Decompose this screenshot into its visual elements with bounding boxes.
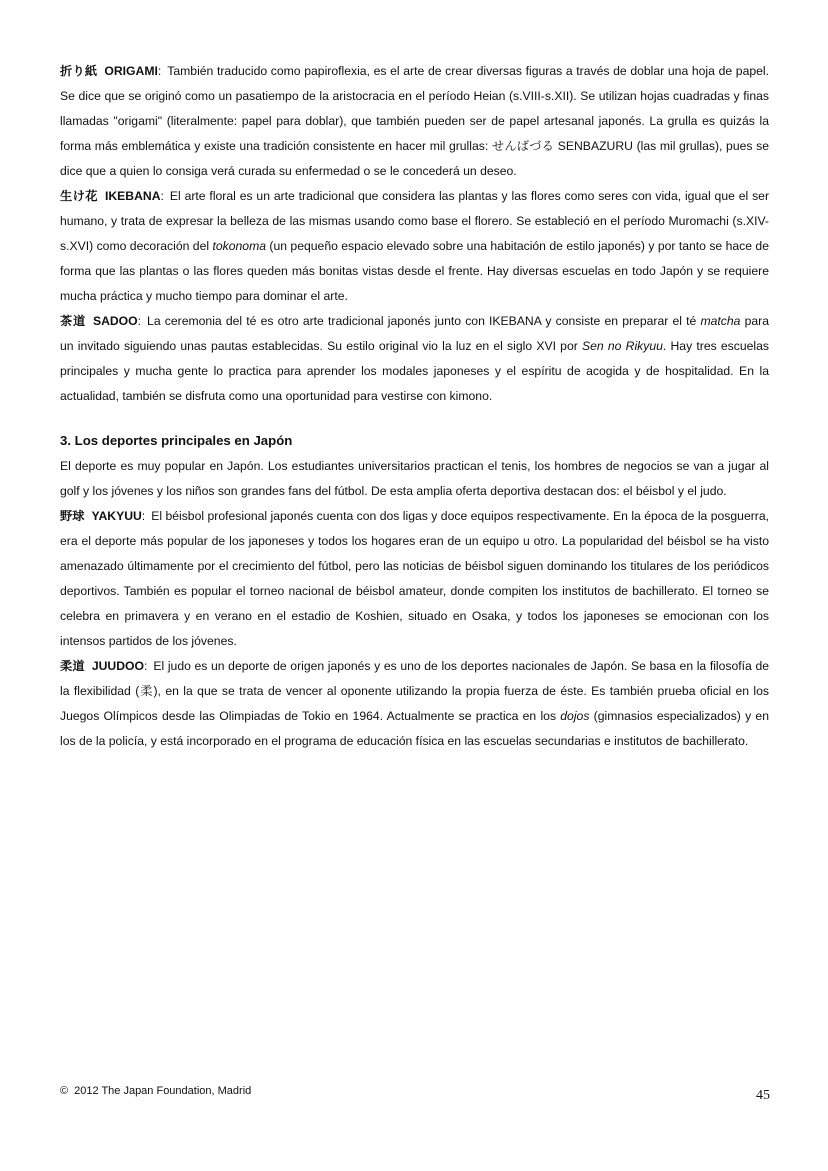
italic-term: dojos xyxy=(560,709,590,723)
copyright-icon: © xyxy=(60,1085,69,1097)
italic-term: Sen no Rikyuu xyxy=(582,339,663,353)
italic-term: tokonoma xyxy=(212,239,267,253)
page-number: 45 xyxy=(756,1088,770,1103)
paragraph-ikebana xyxy=(60,184,769,309)
term-title: YAKYUU xyxy=(91,509,142,523)
term-title: ORIGAMI xyxy=(104,64,158,78)
section-heading: 3. Los deportes principales en Japón xyxy=(60,433,293,448)
paragraph-text: El béisbol profesional japonés cuenta con dos ligas y doce equipos respectivamente. En la época de la posguerra, era el deporte más popular de los japoneses y todos los hogares eran de un equipo u otro. La popularidad del béisbol se ha visto amenazado últimamente por el crecimiento del fútbol, pero las noticias de béisbol siguen dominando los titulares de los periódicos deportivos. También es popular el torneo nacional de béisbol amateur, donde compiten los institutos de bachillerato. El torneo se celebra en primavera y en verano en el estadio de Koshien, situado en Osaka, y todos los japoneses se emocionan con los intensos partidos de los jóvenes. xyxy=(60,509,770,648)
copyright-text: 2012 The Japan Foundation, Madrid xyxy=(74,1085,252,1097)
paragraph-sadoo xyxy=(60,309,769,409)
paragraph-text: El arte floral es un arte tradicional que considera las plantas y las flores como seres con vida, igual que el ser humano, y trata de expresar la belleza de las mismas usando como base el florero. Se estableció en el período Muromachi (s.XIV-s.XVI) como decoración del xyxy=(60,189,770,253)
paragraph-text: (un pequeño espacio elevado sobre una habitación de estilo japonés) y por tanto se hace de forma que las plantas o las flores queden más bonitas vistas desde el frente. Hay diversas escuelas en todo Japón y se requiere mucha práctica y mucho tiempo para dominar el arte. xyxy=(60,239,769,303)
paragraph-text: También traducido como papiroflexia, es el arte de crear diversas figuras a través de doblar una hoja de papel. Se dice que se originó como un pasatiempo de la aristocracia en el período Heian (s.VIII-s.XII). Se utilizan hojas cuadradas y finas llamadas "origami" (literalmente: papel para doblar), que también pueden ser de papel artesanal japonés. La grulla es quizás la forma más emblemática y existe una tradición consistente en hacer mil grullas: せんばづる SENBAZURU (las mil grullas), pues se dice que a quien lo consiga verá curada su enfermedad o se le concederá un deseo. xyxy=(60,64,769,178)
paragraph-text: El judo es un deporte de origen japonés y es uno de los deportes nacionales de Japón. Se basa en la filosofía de la flexibilidad (柔), en la que se trata de vencer al oponente utilizando la propia fuerza de éste. Es también prueba oficial en los Juegos Olímpicos desde las Olimpiadas de Tokio en 1964. Actualmente se practica en los xyxy=(60,659,770,723)
term-separator: : xyxy=(141,509,146,523)
term-title: JUUDOO xyxy=(91,659,144,673)
footer-copyright xyxy=(60,1085,251,1097)
term-separator: : xyxy=(137,314,142,328)
term-kanji: 野球 xyxy=(60,509,85,523)
italic-term: matcha xyxy=(700,314,741,328)
paragraph-juudoo xyxy=(60,654,769,754)
term-separator: : xyxy=(160,189,164,203)
term-kanji: 生け花 xyxy=(60,189,98,203)
paragraph-text: La ceremonia del té es otro arte tradicional japonés junto con IKEBANA y consiste en preparar el té xyxy=(147,314,701,328)
term-kanji: 柔道 xyxy=(60,659,85,673)
term-title: IKEBANA xyxy=(104,189,161,203)
paragraph-origami xyxy=(60,59,769,184)
paragraph-text: para un invitado siguiendo unas pautas establecidas. Su estilo original vio la luz en el siglo XVI por xyxy=(60,314,770,353)
paragraph-text: . Hay tres escuelas principales y mucha gente lo practica para aprender los modales japoneses y el espíritu de acogida y de hospitalidad. En la actualidad, también se disfruta como una oportunidad para vestirse con kimono. xyxy=(60,339,769,403)
term-separator: : xyxy=(157,64,162,78)
term-kanji: 茶道 xyxy=(60,314,86,328)
term-separator: : xyxy=(144,659,148,673)
term-title: SADOO xyxy=(92,314,138,328)
term-kanji: 折り紙 xyxy=(60,64,98,78)
paragraph-yakyuu xyxy=(60,504,769,654)
paragraph-deportes-intro: El deporte es muy popular en Japón. Los estudiantes universitarios practican el tenis, los hombres de negocios se van a jugar al golf y los jóvenes y los niños son grandes fans del fútbol. De esta amplia oferta deportiva destacan dos: el béisbol y el judo. xyxy=(60,459,769,498)
page-content xyxy=(60,59,769,754)
paragraph-text: (gimnasios especializados) y en los de la policía, y está incorporado en el programa de educación física en las escuelas secundarias e institutos de bachillerato. xyxy=(60,709,769,748)
